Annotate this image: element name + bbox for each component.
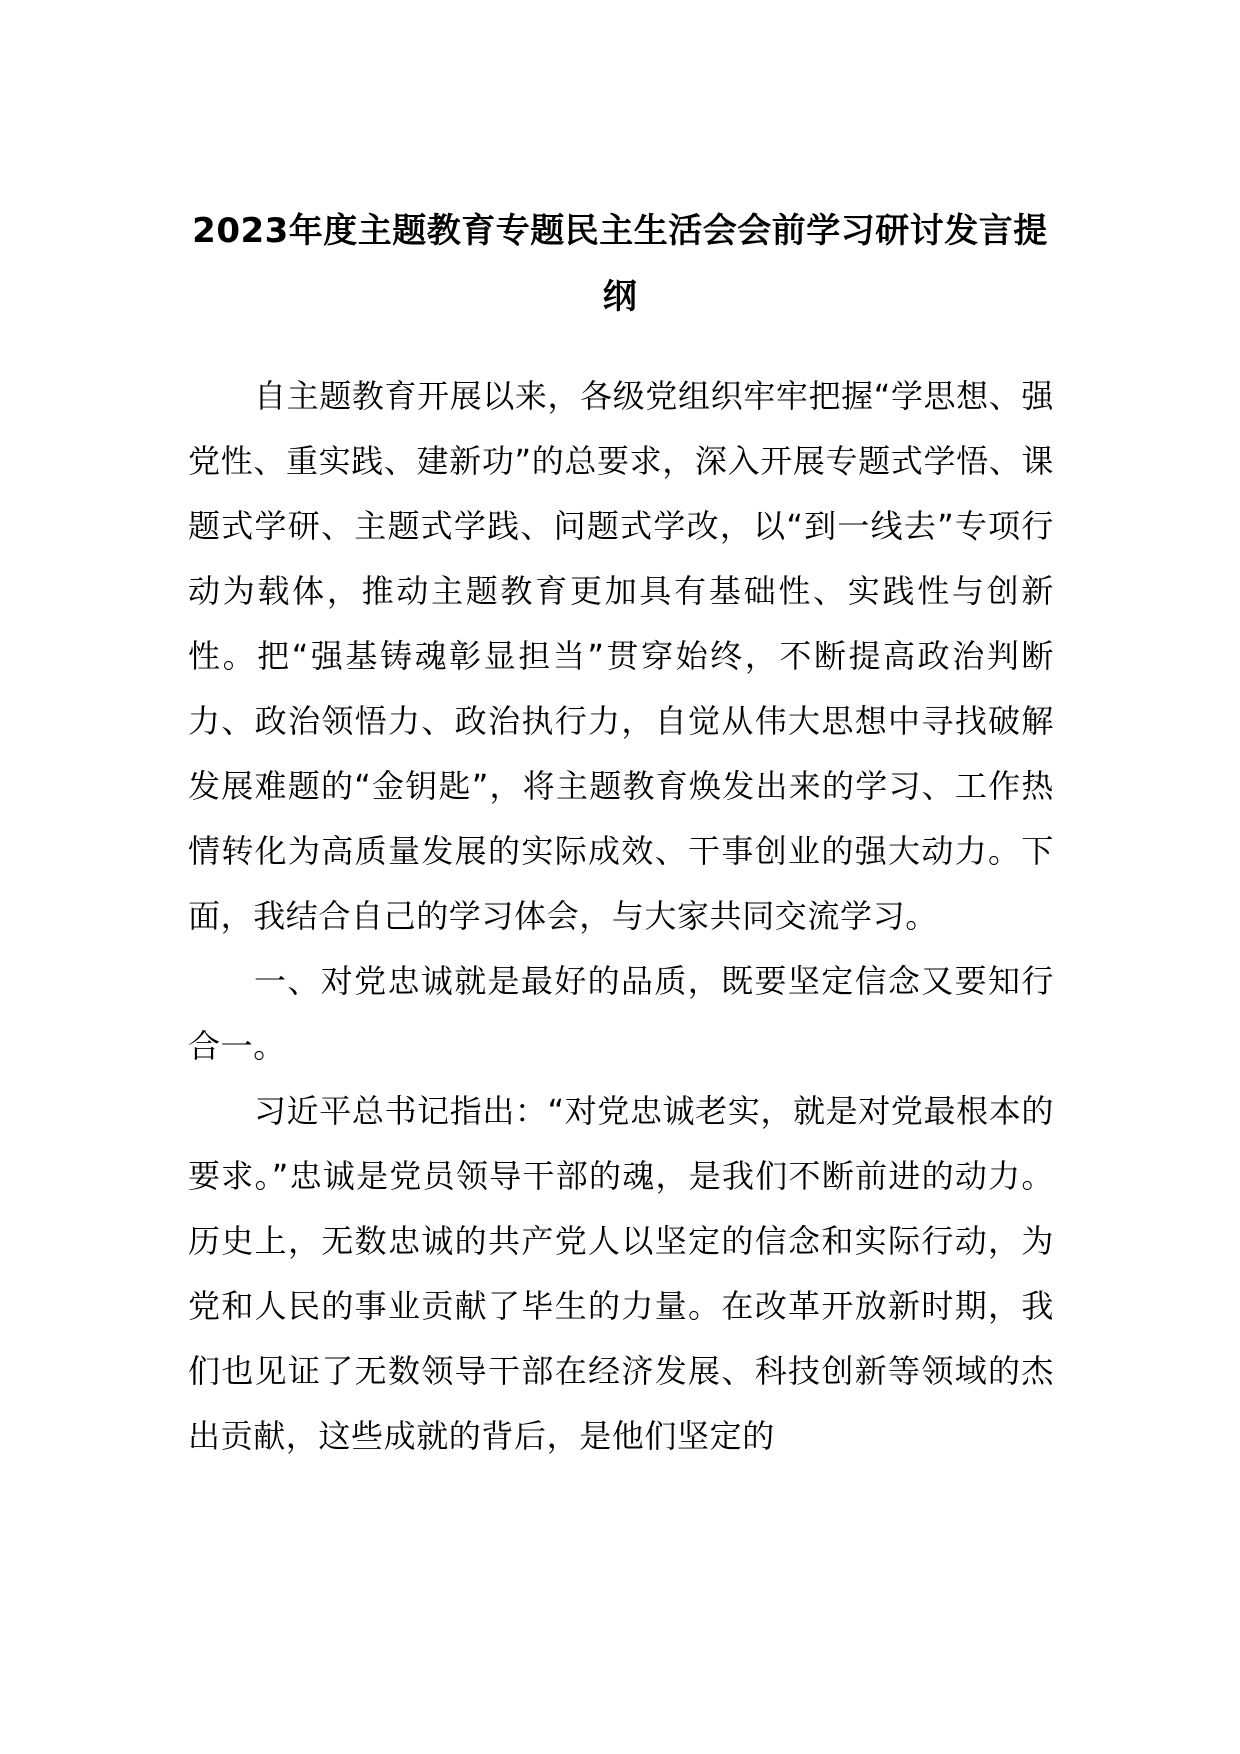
- document-title: 2023年度主题教育专题民主生活会会前学习研讨发言提纲: [192, 211, 1048, 317]
- intro-paragraph: 自主题教育开展以来，各级党组织牢牢把握“学思想、强党性、重实践、建新功”的总要求，深入开展专题式学悟、课题式学研、主题式学践、问题式学改，以“到一线去”专项行动为载体，推动主题教育更加具有基础性、实践性与创新性。把“强基铸魂彰显担当”贯穿始终，不断提高政治判断力、政治领悟力、政治执行力，自觉从伟大思想中寻找破解发展难题的“金钥匙”，将主题教育焕发出来的学习、工作热情转化为高质量发展的实际成效、干事创业的强大动力。下面，我结合自己的学习体会，与大家共同交流学习。: [188, 377, 1054, 935]
- document-body: [188, 364, 1054, 1469]
- section-paragraph-1: 习近平总书记指出：“对党忠诚老实，就是对党最根本的要求。”忠诚是党员领导干部的魂，是我们不断前进的动力。历史上，无数忠诚的共产党人以坚定的信念和实际行动，为党和人民的事业贡献了毕生的力量。在改革开放新时期，我们也见证了无数领导干部在经济发展、科技创新等领域的杰出贡献，这些成就的背后，是他们坚定的: [188, 1092, 1054, 1455]
- section-heading-1: 一、对党忠诚就是最好的品质，既要坚定信念又要知行合一。: [188, 962, 1054, 1065]
